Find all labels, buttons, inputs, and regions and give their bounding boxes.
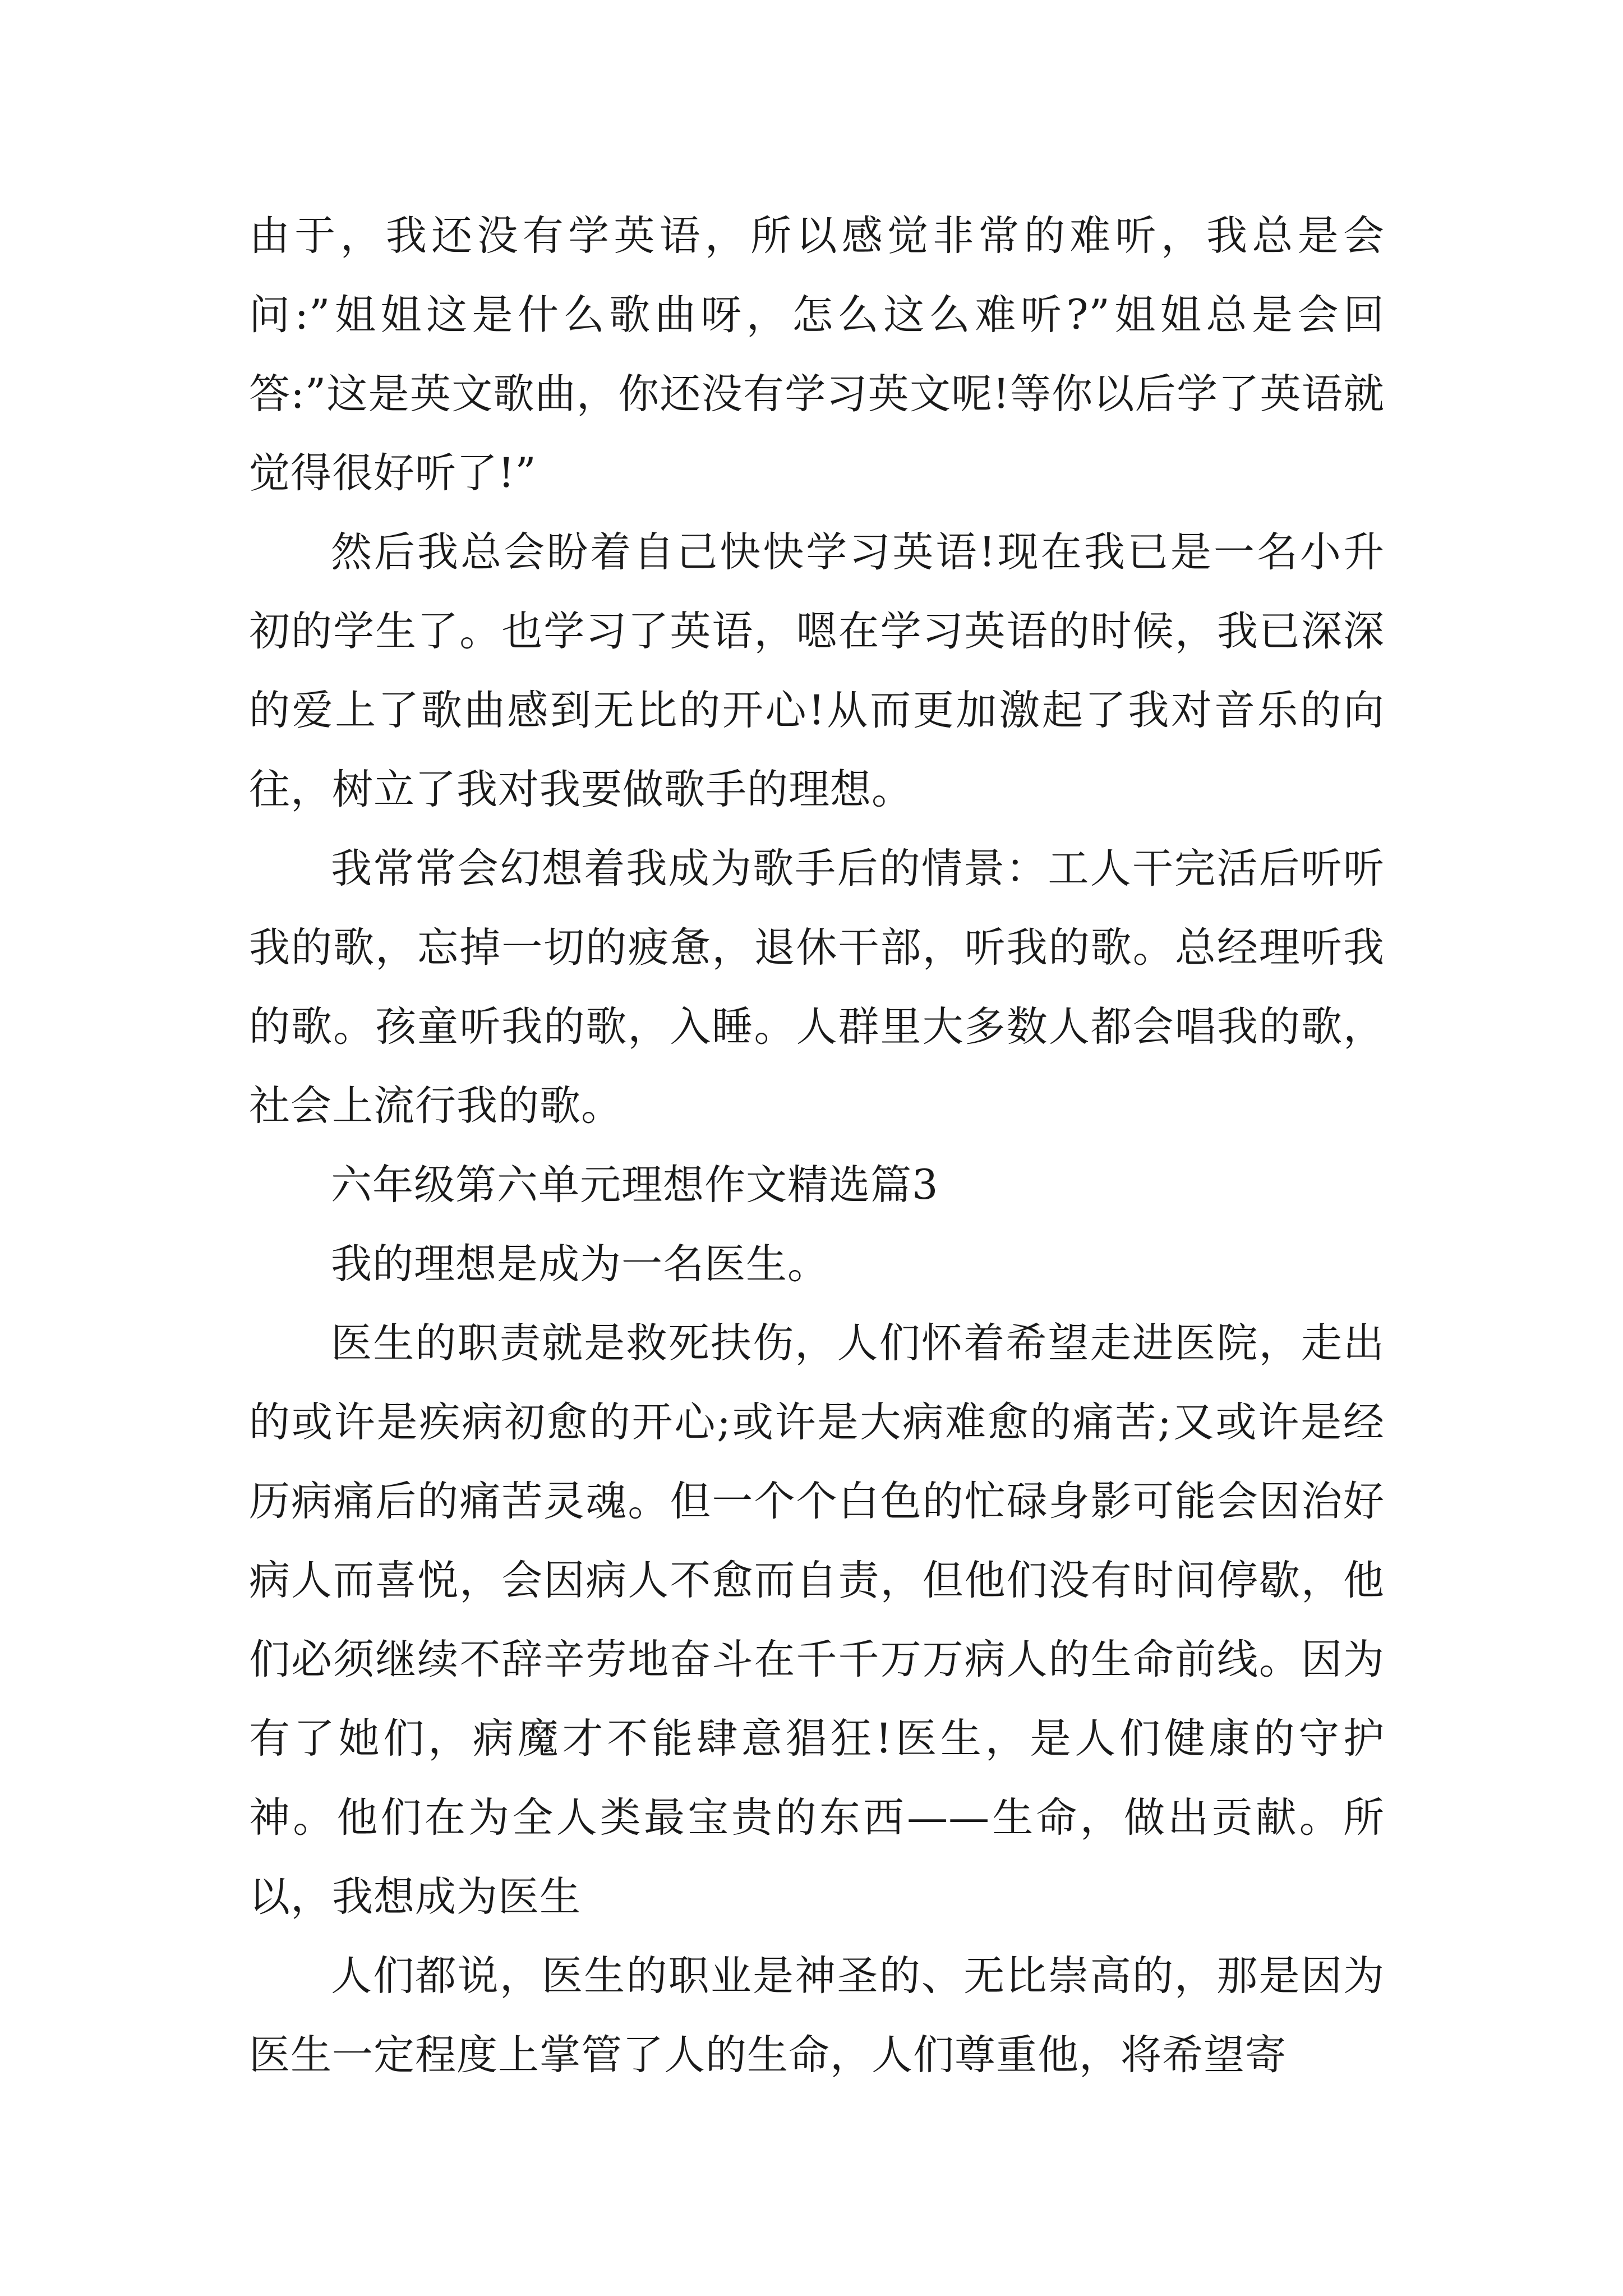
paragraph-2: 然后我总会盼着自己快快学习英语!现在我已是一名小升初的学生了。也学习了英语，嗯在学习英语的时候，我已深深的爱上了歌曲感到无比的开心!从而更加激起了我对音乐的向往，树立了我对我要做歌手的理想。 [249,528,1385,813]
section-paragraph-1: 我的理想是成为一名医生。 [331,1240,829,1288]
section-paragraph-2: 医生的职责就是救死扶伤，人们怀着希望走进医院，走出的或许是疾病初愈的开心;或许是大病难愈的痛苦;又或许是经历病痛后的痛苦灵魂。但一个个白色的忙碌身影可能会因治好病人而喜悦，会因病人不愈而自责，但他们没有时间停歇，他们必须继续不辞辛劳地奋斗在千千万万病人的生命前线。因为有了她们，病魔才不能肆意猖狂!医生，是人们健康的守护神。他们在为全人类最宝贵的东西——生命，做出贡献。所以，我想成为医生 [249,1319,1385,1921]
paragraph-1: 由于，我还没有学英语，所以感觉非常的难听，我总是会问:”姐姐这是什么歌曲呀，怎么这么难听?”姐姐总是会回答:”这是英文歌曲，你还没有学习英文呢!等你以后学了英语就觉得很好听了!” [249,212,1385,497]
section-paragraph-3: 人们都说，医生的职业是神圣的、无比崇高的，那是因为医生一定程度上掌管了人的生命，人们尊重他，将希望寄 [249,1952,1385,2079]
section-heading: 六年级第六单元理想作文精选篇3 [331,1161,939,1209]
paragraph-3: 我常常会幻想着我成为歌手后的情景：工人干完活后听听我的歌，忘掉一切的疲惫，退休干部，听我的歌。总经理听我的歌。孩童听我的歌，入睡。人群里大多数人都会唱我的歌，社会上流行我的歌。 [249,845,1385,1130]
document-body [249,196,1385,2095]
